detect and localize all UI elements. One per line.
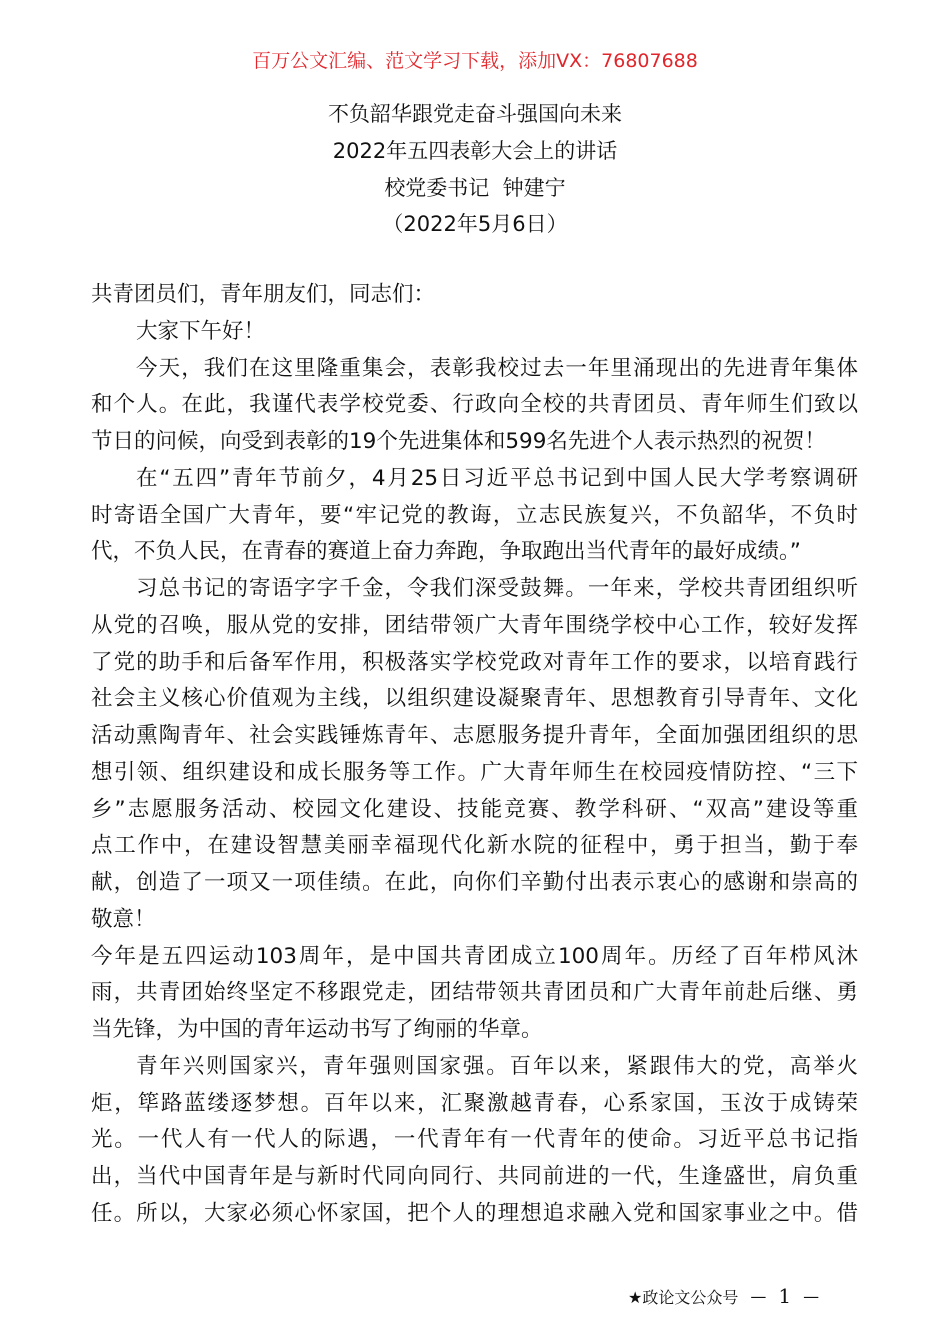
- body-line: 习总书记的寄语字字千金，令我们深受鼓舞。一年来，学校共青团组织听: [136, 576, 858, 601]
- body-line: 时寄语全国广大青年，要“牢记党的教诲，立志民族复兴，不负韶华，不负时: [91, 502, 858, 528]
- body-line: 出，当代中国青年是与新时代同向同行、共同前进的一代，生逢盛世，肩负重: [91, 1164, 858, 1189]
- footer-source: ★政论文公众号: [628, 1287, 739, 1307]
- document-title: 不负韶华跟党走奋斗强国向未来: [328, 102, 622, 126]
- body-line: 当先锋，为中国的青年运动书写了绚丽的华章。: [91, 1017, 543, 1042]
- page-number: 1: [778, 1284, 792, 1308]
- body-line: 雨，共青团始终坚定不移跟党走，团结带领共青团员和广大青年前赴后继、勇: [91, 980, 858, 1006]
- body-line: 青年兴则国家兴，青年强则国家强。百年以来，紧跟伟大的党，高举火: [136, 1053, 858, 1079]
- body-line: 代，不负人民，在青春的赛道上奋力奔跑，争取跑出当代青年的最好成绩。”: [91, 539, 801, 565]
- body-line: 大家下午好！: [136, 318, 266, 344]
- body-line: 敬意！: [91, 906, 156, 932]
- body-line: 炬，筚路蓝缕逐梦想。百年以来，汇聚激越青春，心系家国，玉汝于成铸荣: [91, 1090, 858, 1116]
- footer-dash-left: —: [750, 1286, 767, 1306]
- body-line: 光。一代人有一代人的际遇，一代青年有一代青年的使命。习近平总书记指: [91, 1127, 858, 1153]
- body-line: 了党的助手和后备军作用，积极落实学校党政对青年工作的要求，以培育践行: [91, 649, 858, 675]
- page-footer: [628, 1284, 819, 1308]
- watermark-banner: 百万公文汇编、范文学习下载，添加VX：76807688: [252, 50, 698, 72]
- body-line: 共青团员们，青年朋友们，同志们：: [91, 282, 436, 307]
- body-line: 活动熏陶青年、社会实践锤炼青年、志愿服务提升青年，全面加强团组织的思: [91, 723, 858, 748]
- body-line: 节日的问候，向受到表彰的19个先进集体和599名先进个人表示热烈的祝贺！: [91, 429, 826, 454]
- document-date: （2022年5月6日）: [382, 212, 568, 236]
- speaker-line: 校党委书记 钟建宁: [384, 176, 566, 200]
- body-line: 想引领、组织建设和成长服务等工作。广大青年师生在校园疫情防控、“三下: [91, 759, 858, 785]
- body-line: 在“五四”青年节前夕，4月25日习近平总书记到中国人民大学考察调研: [136, 465, 858, 491]
- body-line: 社会主义核心价值观为主线，以组织建设凝聚青年、思想教育引导青年、文化: [91, 686, 858, 712]
- footer-dash-right: —: [803, 1286, 820, 1306]
- body-line: 献，创造了一项又一项佳绩。在此，向你们辛勤付出表示衷心的感谢和崇高的: [91, 870, 858, 895]
- body-line: 今天，我们在这里隆重集会，表彰我校过去一年里涌现出的先进青年集体: [136, 355, 858, 381]
- body-line: 乡”志愿服务活动、校园文化建设、技能竞赛、教学科研、“双高”建设等重: [91, 796, 858, 822]
- body-line: 今年是五四运动103周年，是中国共青团成立100周年。历经了百年栉风沐: [91, 943, 858, 969]
- body-line: 点工作中，在建设智慧美丽幸福现代化新水院的征程中，勇于担当，勤于奉: [91, 833, 858, 859]
- body-line: 从党的召唤，服从党的安排，团结带领广大青年围绕学校中心工作，较好发挥: [91, 612, 858, 638]
- document-subtitle: 2022年五四表彰大会上的讲话: [332, 139, 618, 163]
- document-body: [91, 277, 858, 1233]
- body-line: 任。所以，大家必须心怀家国，把个人的理想追求融入党和国家事业之中。借: [91, 1200, 858, 1226]
- body-line: 和个人。在此，我谨代表学校党委、行政向全校的共青团员、青年师生们致以: [91, 392, 858, 418]
